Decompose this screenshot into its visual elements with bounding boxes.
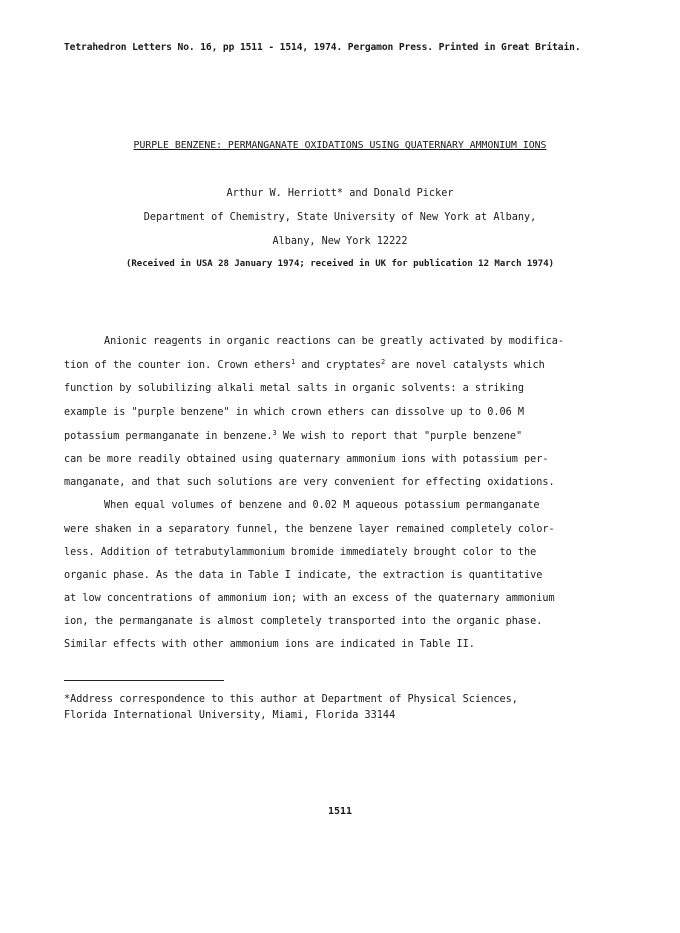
footnote-divider	[64, 680, 224, 681]
paragraph-2-line-7: Similar effects with other ammonium ions are indicated in Table II.	[64, 639, 475, 650]
affiliation-department: Department of Chemistry, State University of New York at Albany,	[143, 212, 537, 223]
paragraph-1-line-6: can be more readily obtained using quaternary ammonium ions with potassium per-	[64, 454, 549, 465]
paragraph-1-line-4: example is "purple benzene" in which crown ethers can dissolve up to 0.06 M	[64, 407, 525, 418]
paragraph-2-line-2: were shaken in a separatory funnel, the benzene layer remained completely color-	[64, 524, 555, 535]
paragraph-1-line-2: tion of the counter ion. Crown ethers$^1$ and cryptates$^2$ are novel catalysts which	[64, 358, 545, 371]
paragraph-1-line-1: Anionic reagents in organic reactions can be greatly activated by modifica-	[104, 336, 565, 347]
paragraph-1-line-5: potassium permanganate in benzene.$^3$ We wish to report that "purple benzene"	[64, 429, 523, 442]
author-line: Arthur W. Herriott* and Donald Picker	[226, 188, 454, 199]
article-title: PURPLE BENZENE: PERMANGANATE OXIDATIONS USING QUATERNARY AMMONIUM IONS	[133, 140, 547, 151]
paragraph-2-line-3: less. Addition of tetrabutylammonium bromide immediately brought color to the	[64, 547, 537, 558]
affiliation-city: Albany, New York 12222	[272, 236, 408, 247]
journal-header: Tetrahedron Letters No. 16, pp 1511 - 1514, 1974. Pergamon Press. Printed in Great Britain.	[64, 42, 581, 53]
paragraph-1-line-7: manganate, and that such solutions are very convenient for effecting oxidations.	[64, 477, 555, 488]
page-number: 1511	[327, 806, 353, 817]
received-dates: (Received in USA 28 January 1974; received in UK for publication 12 March 1974)	[125, 259, 555, 269]
footnote-line-2: Florida International University, Miami, Florida 33144	[64, 710, 396, 721]
paragraph-1-line-3: function by solubilizing alkali metal salts in organic solvents: a striking	[64, 383, 525, 394]
paragraph-2-line-4: organic phase. As the data in Table I indicate, the extraction is quantitative	[64, 570, 543, 581]
paragraph-2-line-1: When equal volumes of benzene and 0.02 M aqueous potassium permanganate	[104, 500, 540, 511]
footnote-line-1: *Address correspondence to this author at Department of Physical Sciences,	[64, 694, 518, 705]
paragraph-2-line-6: ion, the permanganate is almost completely transported into the organic phase.	[64, 616, 543, 627]
paragraph-2-line-5: at low concentrations of ammonium ion; with an excess of the quaternary ammonium	[64, 593, 555, 604]
